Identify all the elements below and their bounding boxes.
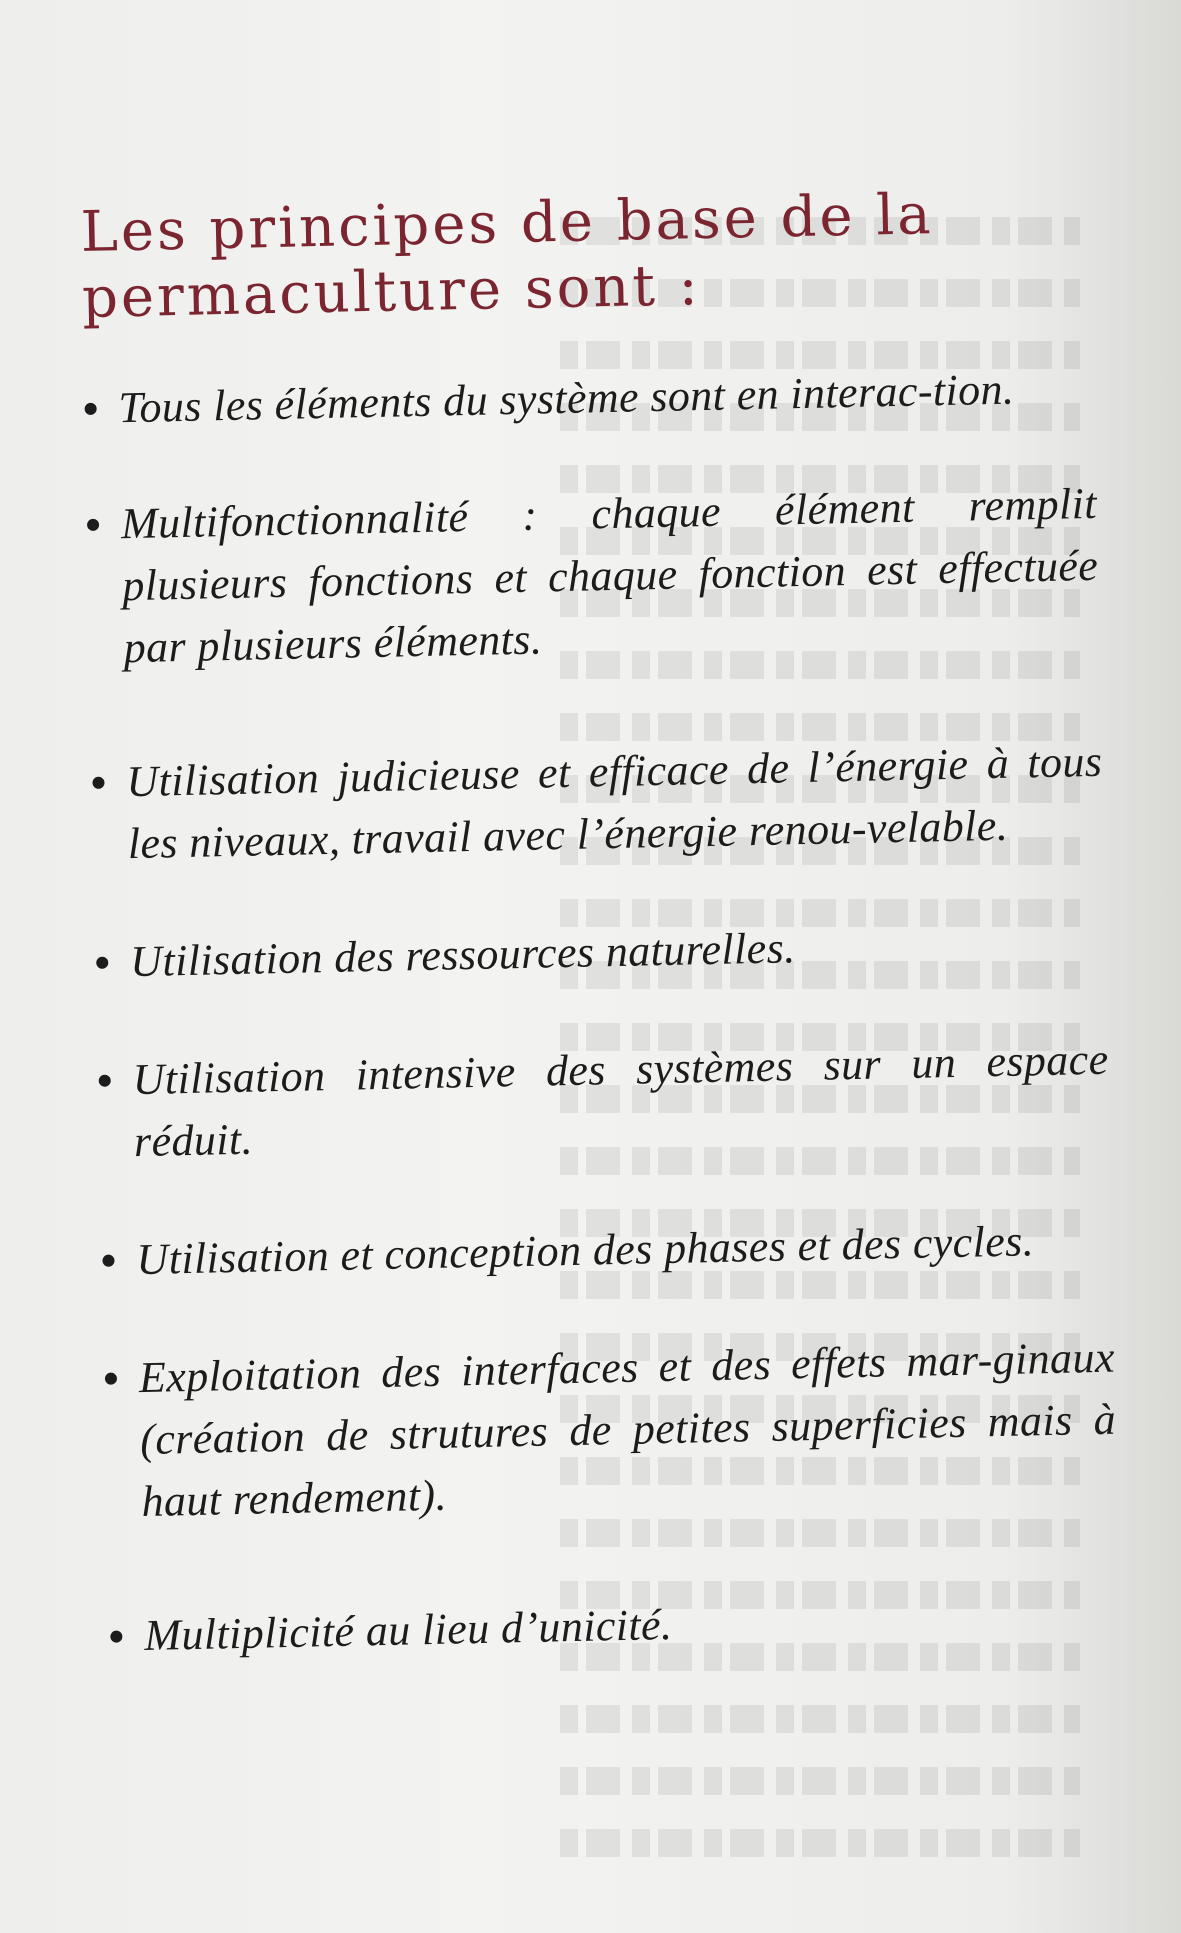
- list-item: [98, 1029, 1110, 1174]
- bullet-icon: [87, 519, 99, 531]
- bullet-icon: [99, 1075, 111, 1087]
- principle-text: Utilisation judicieuse et efficace de l’énergie à tous les niveaux, travail avec l’énergie renou-velable.: [125, 736, 1103, 869]
- bullet-icon: [105, 1373, 117, 1385]
- principle-text: Utilisation et conception des phases et des cycles.: [135, 1216, 1035, 1285]
- list-item: [110, 1585, 1121, 1668]
- principle-text: Tous les éléments du système sont en interac-tion.: [118, 364, 1015, 433]
- list-item: [84, 357, 1095, 440]
- bullet-icon: [102, 1255, 114, 1267]
- principles-list: [84, 357, 1121, 1668]
- principle-text: Utilisation intensive des systèmes sur un espace réduit.: [132, 1034, 1110, 1167]
- principle-text: Exploitation des interfaces et des effets mar-ginaux (création de strutures de petites superficies mais à haut rendement).: [138, 1332, 1117, 1527]
- bullet-icon: [110, 1630, 122, 1642]
- bullet-icon: [96, 957, 108, 969]
- list-item: [86, 473, 1100, 680]
- list-item: [102, 1209, 1113, 1292]
- principle-text: Multiplicité au lieu d’unicité.: [143, 1599, 673, 1661]
- bullet-icon: [92, 777, 104, 789]
- bullet-icon: [85, 403, 97, 415]
- list-item: [96, 911, 1107, 994]
- principle-text: Utilisation des ressources naturelles.: [129, 923, 796, 987]
- principle-text: Multifonctionnalité : chaque élément remplit plusieurs fonctions et chaque fonction est effectuée par plusieurs éléments.: [120, 478, 1099, 673]
- list-item: [104, 1327, 1118, 1534]
- list-item: [92, 731, 1104, 876]
- section-heading: Les principes de base de la permaculture sont :: [80, 182, 935, 331]
